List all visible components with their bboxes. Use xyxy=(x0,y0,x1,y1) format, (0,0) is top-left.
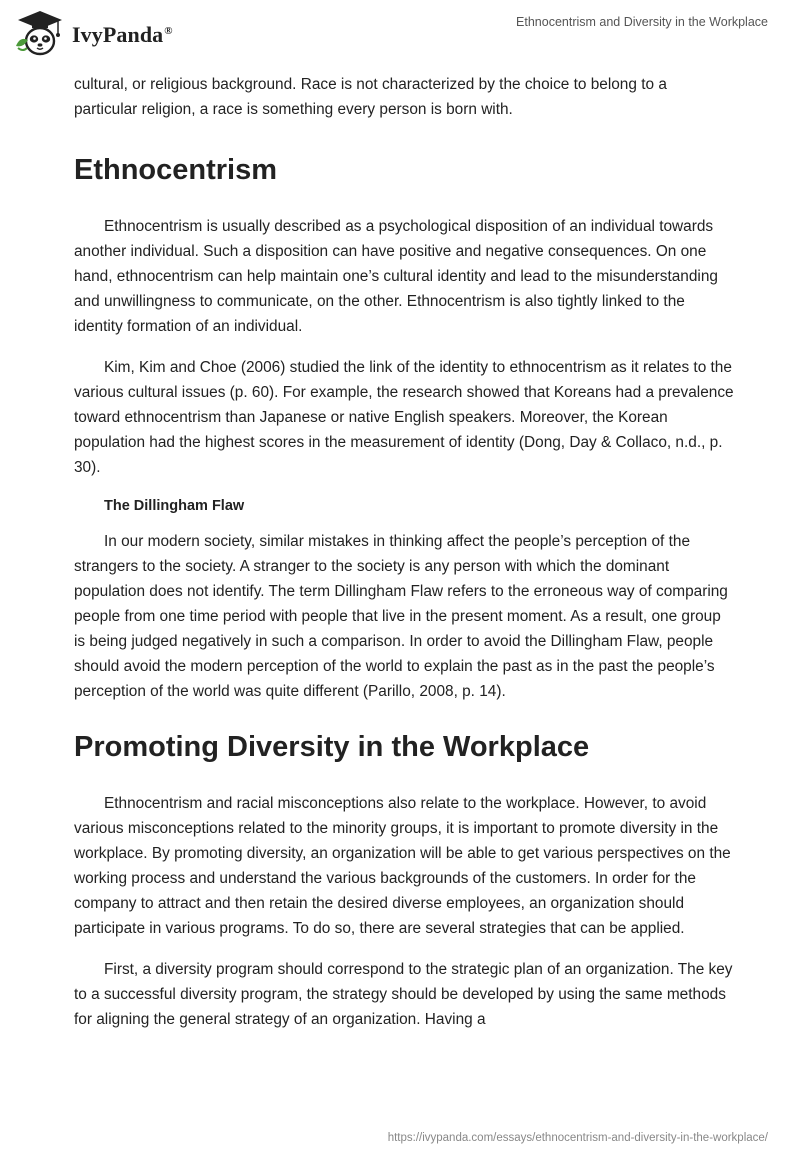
registered-mark: ® xyxy=(164,24,173,37)
paragraph-diversity-1: Ethnocentrism and racial misconceptions also relate to the workplace. However, to avoid various misconceptions related to the minority groups, it is important to promote diversity in the workplace. By promoting diversity, an organization will be able to get various perspectives on the working process and understand the various backgrounds of the customers. In order for the company to attract and then retain the desired diverse employees, an organization should participate in various programs. To do so, there are several strategies that can be applied. xyxy=(74,795,731,937)
heading-ethnocentrism: Ethnocentrism xyxy=(74,154,278,186)
panda-logo-icon xyxy=(14,8,66,58)
brand-name: IvyPanda® xyxy=(72,22,173,47)
paragraph-diversity-2: First, a diversity program should correspond to the strategic plan of an organization. The key to a successful diversity program, the strategy should be developed by using the same methods for aligning the general strategy of an organization. Having a xyxy=(74,961,733,1028)
paragraph-ethnocentrism-2: Kim, Kim and Choe (2006) studied the link of the identity to ethnocentrism as it relates to the various cultural issues (p. 60). For example, the research showed that Koreans had a prevalence toward ethnocentrism than Japanese or native English speakers. Moreover, the Korean population had the highest scores in the measurement of identity (Dong, Day & Collaco, n.d., p. 30). xyxy=(74,359,734,476)
subheading-dillingham-flaw: The Dillingham Flaw xyxy=(104,498,245,514)
heading-promoting-diversity: Promoting Diversity in the Workplace xyxy=(74,731,590,763)
paragraph-ethnocentrism-1: Ethnocentrism is usually described as a psychological disposition of an individual towards another individual. Such a disposition can have positive and negative consequences. On one hand, ethnocentrism can help maintain one’s cultural identity and lead to the misunderstanding and unwillingness to communicate, on the other. Ethnocentrism is also tightly linked to the identity formation of an individual. xyxy=(74,218,718,335)
essay-content xyxy=(74,72,734,1032)
brand-logo[interactable] xyxy=(14,8,173,58)
continued-paragraph: cultural, or religious background. Race is not characterized by the choice to belong to a particular religion, a race is something every person is born with. xyxy=(74,76,667,118)
page-header xyxy=(0,0,800,62)
document-title: Ethnocentrism and Diversity in the Workplace xyxy=(516,15,768,29)
paragraph-dillingham-flaw: In our modern society, similar mistakes in thinking affect the people’s perception of the strangers to the society. A stranger to the society is any person with which the dominant population does not identify. The term Dillingham Flaw refers to the erroneous way of comparing people from one time period with people that live in the present moment. As a result, one group is being judged negatively in such a comparison. In order to avoid the Dillingham Flaw, people should avoid the modern perception of the world to explain the past as in the past the people’s perception of the world was quite different (Parillo, 2008, p. 14). xyxy=(74,533,728,700)
source-url-link[interactable]: https://ivypanda.com/essays/ethnocentrism-and-diversity-in-the-workplace/ xyxy=(387,1132,768,1144)
